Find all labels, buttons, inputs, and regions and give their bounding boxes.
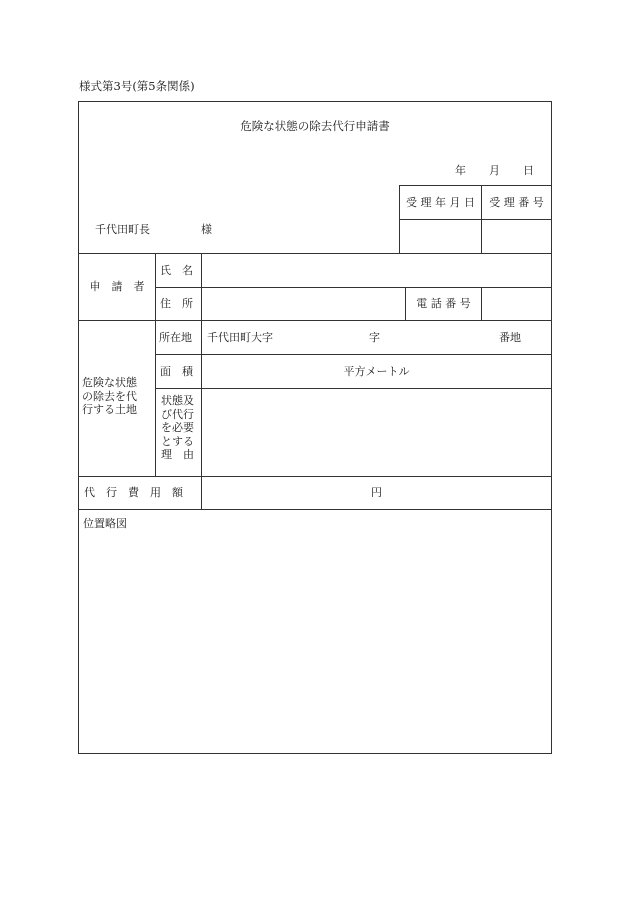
- land-label-line-3: 行する土地: [82, 403, 137, 416]
- reason-label-line-5: 理 由: [161, 448, 194, 461]
- address-field[interactable]: [202, 288, 405, 320]
- receipt-box-top: [399, 185, 551, 186]
- map-top-line: [79, 509, 551, 510]
- map-label: 位置略図: [83, 517, 127, 530]
- applicant-label: 申 請 者: [89, 280, 145, 293]
- date-month-label: 月: [489, 164, 500, 177]
- phone-label: 電 話 番 号: [416, 297, 471, 310]
- cost-unit: 円: [371, 486, 382, 499]
- phone-field[interactable]: [482, 288, 551, 320]
- received-number-field[interactable]: [482, 220, 551, 253]
- received-date-label: 受 理 年 月 日: [406, 196, 475, 209]
- addressee-suffix: 様: [201, 223, 212, 236]
- location-prefix: 千代田町大字: [207, 331, 273, 344]
- reason-field[interactable]: [202, 389, 551, 476]
- date-day-label: 日: [523, 164, 534, 177]
- received-date-field[interactable]: [400, 220, 481, 253]
- form-title: 危険な状態の除去代行申請書: [240, 119, 390, 133]
- received-number-label: 受 理 番 号: [489, 196, 544, 209]
- label-column-divider: [155, 253, 156, 476]
- land-label-line-1: 危険な状態: [82, 376, 137, 389]
- location-label: 所在地: [159, 331, 192, 344]
- location-aza: 字: [369, 331, 380, 344]
- location-banchi: 番地: [499, 331, 521, 344]
- reason-label-line-4: とする: [161, 434, 194, 448]
- map-area[interactable]: [80, 534, 550, 751]
- cost-label: 代 行 費 用 額: [84, 486, 183, 499]
- land-label-line-2: の除去を代: [82, 389, 137, 403]
- reason-label: [161, 394, 201, 462]
- date-year-label: 年: [455, 164, 466, 177]
- reason-label-line-3: を必要: [161, 421, 194, 434]
- location-bottom-line: [155, 354, 551, 355]
- reason-label-line-1: 状態及: [161, 394, 194, 407]
- area-unit: 平方メートル: [343, 365, 410, 378]
- cost-top-line: [79, 476, 551, 477]
- address-label: 住 所: [160, 297, 193, 310]
- reason-label-line-2: び代行: [161, 407, 194, 421]
- name-field[interactable]: [202, 254, 551, 287]
- form-number: 様式第3号(第5条関係): [79, 79, 195, 93]
- name-label: 氏 名: [160, 264, 193, 277]
- addressee: 千代田町長: [95, 223, 150, 236]
- land-top-line: [79, 320, 551, 321]
- land-label: [82, 376, 154, 417]
- area-label: 面 積: [160, 365, 193, 378]
